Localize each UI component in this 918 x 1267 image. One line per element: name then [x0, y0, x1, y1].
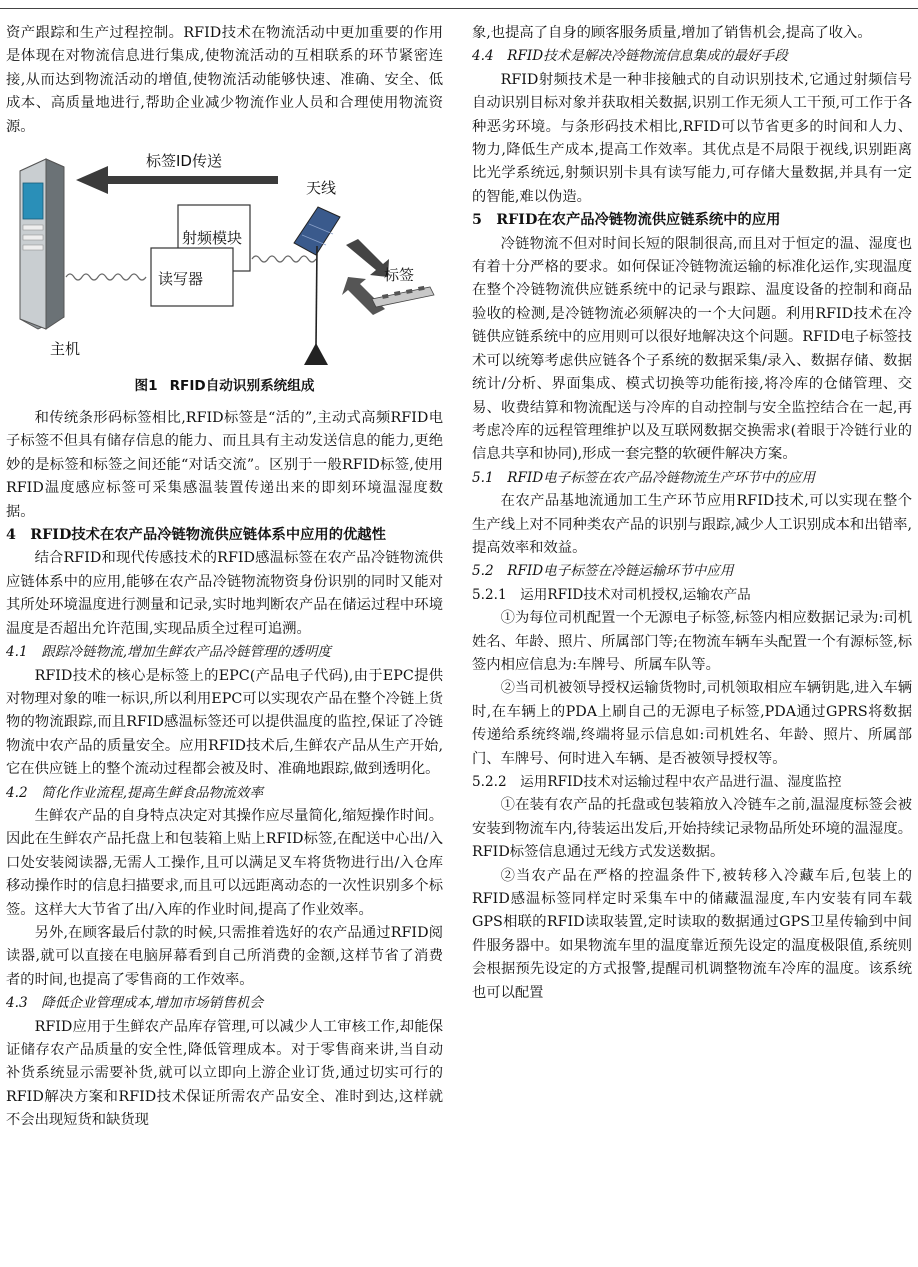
- paragraph: RFID应用于生鲜农产品库存管理,可以减少人工审核工作,却能保证储存农产品质量的安全性,降低管理成本。对于零售商来讲,当自动补货系统显示需要补货,就可以立即向上游企业订货,通过切实可行的RFID解决方案和RFID技术保证所需农产品安全、准时到达,这样就不会出现短货和缺货现: [6, 1018, 443, 1129]
- paragraph: 另外,在顾客最后付款的时候,只需推着选好的农产品通过RFID阅读器,就可以直接在电脑屏幕看到自己所消费的金额,这样节省了消费者的时间,也提高了零售商的工作效率。: [6, 924, 443, 988]
- cable-module-antenna: [252, 256, 316, 262]
- subsection-heading: 4.2 简化作业流程,提高生鲜食品物流效率: [6, 784, 264, 801]
- subsection-heading: 5.1 RFID电子标签在农产品冷链物流生产环节中的应用: [472, 469, 816, 486]
- figure-caption: [6, 375, 443, 397]
- subsection-heading: 5.2 RFID电子标签在冷链运输环节中应用: [472, 563, 734, 580]
- antenna-icon: [294, 207, 340, 365]
- rfid-system-diagram: [6, 149, 443, 369]
- paragraph: 资产跟踪和生产过程控制。RFID技术在物流活动中更加重要的作用是体现在对物流信息进行集成,使物流活动的互相联系的环节紧密连接,从而达到物流活动的增值,使物流活动能够快速、准确、安全、低成本、高质量地进行,帮助企业减少物流作业人员和合理使用物流资源。: [6, 25, 443, 135]
- paragraph: 在农产品基地流通加工生产环节应用RFID技术,可以实现在整个生产线上对不同种类农产品的识别与跟踪,减少人工识别成本和出错率,提高效率和效益。: [472, 493, 912, 556]
- paragraph: 和传统条形码标签相比,RFID标签是“活的”,主动式高频RFID电子标签不但具有储存信息的能力、而且具有主动发送信息的能力,更绝妙的是标签和标签之间还能“对话交流”。区别于一般RFID标签,使用RFID温度感应标签可采集感温装置传递出来的即刻环境温湿度数据。: [6, 410, 443, 520]
- paragraph: ①在装有农产品的托盘或包装箱放入冷链车之前,温湿度标签会被安装到物流车内,待装运出发后,开始持续记录物品所处环境的温湿度。RFID标签信息通过无线方式发送数据。: [472, 797, 912, 861]
- antenna-label: 天线: [306, 179, 337, 198]
- section-heading: 4 RFID技术在农产品冷链物流供应链体系中应用的优越性: [6, 527, 386, 544]
- reader-label: 读写器: [158, 270, 204, 289]
- paragraph: 冷链物流不但对时间长短的限制很高,而且对于恒定的温、湿度也有着十分严格的要求。如何保证冷链物流运输的标准化运作,实现温度在整个冷链物流供应链系统中的记录与跟踪、温度设备的控制和商品验收的检测,是冷链物流必须解决的一个大问题。利用RFID技术在冷链供应链系统中的应用则可以很好地解决这个问题。RFID电子标签技术可以统筹考虑供应链各个子系统的数据采集/录入、数据存储、数据统计/分析、界面集成、模式切换等功能衔接,将冷库的仓储管理、交易、收费结算和物流配送与冷库的自动控制与安全监控结合在一起,再考虑冷库的远程管理维护以及互联网数据交换需求(着眼于冷链行业的信息共享和协同),形成一套完整的软硬件解决方案。: [472, 235, 912, 463]
- subsubsection-heading: 5.2.1 运用RFID技术对司机授权,运输农产品: [472, 586, 751, 603]
- figure-caption-text: RFID自动识别系统组成: [169, 378, 315, 395]
- paragraph: ②当农产品在严格的控温条件下,被转移入冷藏车后,包装上的RFID感温标签同样定时采集车中的储藏温湿度,车内安装有同车载GPS相联的RFID读取装置,定时读取的数据通过GPS卫星传输到中间件服务器中。如果物流车里的温度靠近预先设定的温度极限值,系统则会根据预先设定的方式报警,提醒司机调整物流车冷库的温度。该系统也可以配置: [472, 867, 912, 1001]
- paragraph: RFID技术的核心是标签上的EPC(产品电子代码),由于EPC提供对物理对象的唯一标识,所以利用EPC可以实现农产品在整个冷链上货物的物流跟踪,而且RFID感温标签还可以提供温度的监控,保证了冷链物流中农产品的质量安全。应用RFID技术后,生鲜农产品从生产开始,它在供应链上的整个流动过程都会被及时、准确地跟踪,做到透明化。: [6, 667, 443, 778]
- host-label: 主机: [50, 340, 81, 359]
- arrow-left-icon: [76, 166, 278, 194]
- paragraph: ②当司机被领导授权运输货物时,司机领取相应车辆钥匙,进入车辆时,在车辆上的PDA上刷自己的无源电子标签,PDA通过GPRS将数据传递给系统终端,终端将显示信息如:司机姓名、年龄、照片、所属部门、车牌号、何时进入车辆、是否被领导授权等。: [472, 680, 912, 767]
- host-computer-icon: [20, 159, 64, 329]
- subsection-heading: 4.3 降低企业管理成本,增加市场销售机会: [6, 995, 264, 1012]
- subsection-heading: 4.4 RFID技术是解决冷链物流信息集成的最好手段: [472, 48, 788, 65]
- subsection-heading: 4.1 跟踪冷链物流,增加生鲜农产品冷链管理的透明度: [6, 644, 332, 661]
- rfid-tag-icon: [372, 286, 434, 307]
- arrow-label: 标签ID传送: [146, 152, 222, 171]
- left-column: [6, 22, 443, 1133]
- paragraph: RFID射频技术是一种非接触式的自动识别技术,它通过射频信号自动识别目标对象并获取相关数据,识别工作无须人工干预,可工作于各种恶劣环境。与条形码技术相比,RFID可以节省更多的时间和人力、物力,降低生产成本,提高工作效率。其优点是不局限于视线,识别距离比光学系统远,射频识别卡具有读写能力,可存储大量数据,并具有一定的智能,难以伪造。: [472, 71, 912, 205]
- page-header-rule: [0, 0, 918, 14]
- paragraph: ①为每位司机配置一个无源电子标签,标签内相应数据记录为:司机姓名、年龄、照片、所属部门等;在物流车辆车头配置一个有源标签,标签内相应信息为:车牌号、所属车队等。: [472, 610, 912, 673]
- paragraph: 生鲜农产品的自身特点决定对其操作应尽量简化,缩短操作时间。因此在生鲜农产品托盘上和包装箱上贴上RFID标签,在配送中心出/入口处安装阅读器,无需人工操作,且可以满足叉车将货物进行出/入仓库移动操作时的信息扫描要求,而且可以远距离动态的一次性识别多个标签。这样大大节省了出/入库的作业时间,提高了作业效率。: [6, 807, 443, 918]
- cable-host-reader: [66, 274, 146, 280]
- tag-label: 标签: [384, 266, 415, 285]
- figure-rfid-system: [6, 149, 443, 369]
- right-column: [472, 22, 912, 1005]
- figure-number: 图1: [134, 378, 158, 395]
- rf-module-label: 射频模块: [182, 229, 243, 248]
- section-heading: 5 RFID在农产品冷链物流供应链系统中的应用: [472, 212, 781, 229]
- paragraph: 象,也提高了自身的顾客服务质量,增加了销售机会,提高了收入。: [472, 25, 872, 41]
- paragraph: 结合RFID和现代传感技术的RFID感温标签在农产品冷链物流供应链体系中的应用,能够在农产品冷链物流物资身份识别的同时又能对其所处环境温度进行测量和记录,实时地判断农产品在储运过程中环境温度是否超出允许范围,实现品质全过程可追溯。: [6, 550, 443, 637]
- subsubsection-heading: 5.2.2 运用RFID技术对运输过程中农产品进行温、湿度监控: [472, 774, 842, 790]
